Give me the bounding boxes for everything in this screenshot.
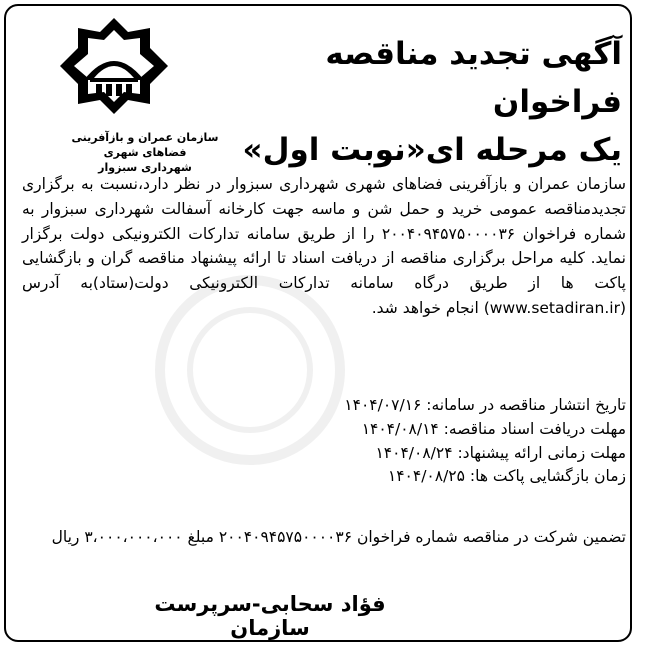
body-paragraph bbox=[22, 172, 626, 321]
opening-date: زمان بازگشایی پاکت ها: ۱۴۰۴/۰۸/۲۵ bbox=[387, 467, 626, 486]
participation-guarantee: تضمین شرکت در مناقصه شماره فراخوان ۲۰۰۴۰۹۴۵۷۵۰۰۰۰۳۶ مبلغ ۳،۰۰۰،۰۰۰،۰۰۰ ریال bbox=[51, 528, 626, 546]
body-end-text: انجام خواهد شد. bbox=[371, 298, 479, 317]
proposal-deadline: مهلت زمانی ارائه پیشنهاد: ۱۴۰۴/۰۸/۲۴ bbox=[375, 443, 626, 462]
organization-name-line2: شهرداری سبزوار bbox=[98, 161, 192, 174]
organization-logo bbox=[30, 16, 219, 174]
schedule-list bbox=[22, 394, 626, 489]
website-address: (www.setadiran.ir) bbox=[483, 298, 626, 317]
notice-body bbox=[22, 172, 626, 321]
title-line1: آگهی تجدید مناقصه فراخوان bbox=[325, 36, 622, 120]
municipality-emblem-icon bbox=[58, 16, 170, 116]
body-text: سازمان عمران و بازآفرینی فضاهای شهری شهرداری سبزوار در نظر دارد،نسبت به برگزاری تجدیدمناقصه عمومی خرید و حمل شن و ماسه جهت کارخانه آسفالت شهرداری سبزوار به شماره فراخوان ۲۰۰۴۰۹۴۵۷۵۰۰۰۰۳۶ را از طریق سامانه تدارکات الکترونیکی دولت برگزار نماید. کلیه مراحل برگزاری مناقصه از دریافت اسناد تا ارائه پیشنهاد مناقصه گران و بازگشایی پاکت ها از طریق درگاه سامانه تدارکات الکترونیکی دولت(ستاد)به آدرس bbox=[22, 175, 626, 293]
document-deadline: مهلت دریافت اسناد مناقصه: ۱۴۰۴/۰۸/۱۴ bbox=[361, 419, 626, 438]
title-line2: یک مرحله ای«نوبت اول» bbox=[242, 132, 622, 168]
signature: فؤاد سحابی-سرپرست سازمان bbox=[154, 592, 386, 640]
organization-name-line1: سازمان عمران و بازآفرینی فضاهای شهری bbox=[71, 131, 219, 159]
publish-date: تاریخ انتشار مناقصه در سامانه: ۱۴۰۴/۰۷/۱۶ bbox=[344, 396, 626, 414]
notice-title bbox=[202, 30, 622, 174]
